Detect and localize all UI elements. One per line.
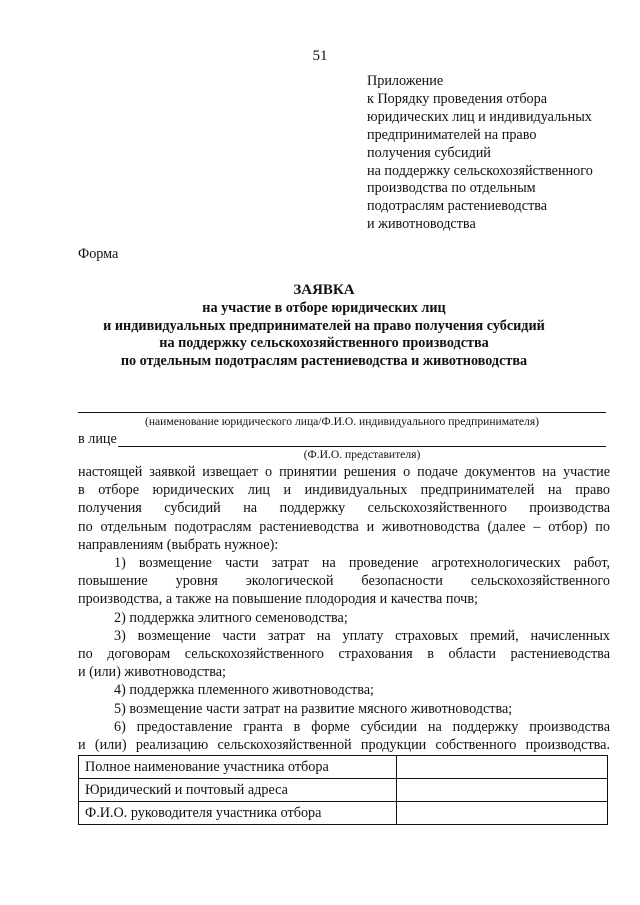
appendix-line: получения субсидий: [367, 144, 491, 161]
direction-item-2: 2) поддержка элитного семеноводства;: [114, 609, 348, 626]
direction-item-1: производства, а также на повышение плодородия и качества почв;: [78, 591, 478, 608]
direction-item-3: и (или) животноводства;: [78, 664, 226, 681]
page-number: 51: [312, 48, 328, 64]
direction-item-3: 3) возмещение части затрат на уплату страховых премий, начисленных: [114, 627, 610, 644]
intro-line: настоящей заявкой извещает о принятии решения о подаче документов на участие: [78, 464, 610, 480]
table-cell-label: Полное наименование участника отбора: [79, 756, 397, 779]
applicant-name-field[interactable]: [78, 412, 606, 413]
table-cell-value[interactable]: [397, 779, 608, 802]
intro-line: получения субсидий на поддержку сельскохозяйственного производства: [78, 500, 610, 517]
table-cell-label: Ф.И.О. руководителя участника отбора: [79, 802, 397, 825]
appendix-line: производства по отдельным: [367, 180, 536, 197]
title-line: по отдельным подотраслям растениеводства и животноводства: [120, 352, 528, 369]
table-cell-value[interactable]: [397, 756, 608, 779]
table-row: [79, 779, 608, 802]
title-line: на поддержку сельскохозяйственного производства: [159, 335, 489, 352]
form-label: Форма: [78, 246, 119, 262]
representative-prefix: в лице: [78, 431, 117, 447]
title-line: и индивидуальных предпринимателей на право получения субсидий: [103, 317, 545, 334]
intro-line: в отборе юридических лиц и индивидуальных предпринимателей на право: [78, 482, 610, 499]
title-heading: ЗАЯВКА: [293, 282, 355, 298]
direction-item-1: повышение уровня экологической безопасности сельскохозяйственного: [78, 573, 610, 590]
direction-item-6: и (или) реализацию сельскохозяйственной продукции собственного производства.: [78, 737, 610, 754]
table-cell-value[interactable]: [397, 802, 608, 825]
appendix-line: Приложение: [367, 73, 444, 89]
representative-caption: (Ф.И.О. представителя): [303, 448, 421, 461]
appendix-line: юридических лиц и индивидуальных: [367, 108, 592, 125]
appendix-block: [367, 73, 593, 234]
direction-item-6: 6) предоставление гранта в форме субсидии на поддержку производства: [114, 718, 610, 735]
appendix-line: подотраслям растениеводства: [367, 198, 548, 215]
representative-name-field[interactable]: [118, 446, 606, 447]
direction-item-3: по договорам сельскохозяйственного страхования в области растениеводства: [78, 646, 610, 663]
applicant-caption: (наименование юридического лица/Ф.И.О. индивидуального предпринимателя): [144, 415, 540, 428]
intro-line: направлениям (выбрать нужное):: [78, 536, 279, 553]
title-line: на участие в отборе юридических лиц: [202, 300, 446, 316]
application-body: [78, 463, 610, 754]
appendix-line: и животноводства: [367, 216, 476, 233]
appendix-line: на поддержку сельскохозяйственного: [367, 162, 593, 179]
appendix-line: предпринимателей на право: [367, 126, 537, 143]
document-title: [78, 280, 570, 370]
table-cell-label: Юридический и почтовый адреса: [79, 779, 397, 802]
appendix-line: к Порядку проведения отбора: [367, 90, 548, 107]
direction-item-1: 1) возмещение части затрат на проведение агротехнологических работ,: [114, 555, 610, 572]
intro-line: по отдельным подотраслям растениеводства и животноводства (далее – отбор) по: [78, 518, 610, 535]
table-row: [79, 802, 608, 825]
direction-item-5: 5) возмещение части затрат на развитие мясного животноводства;: [114, 700, 513, 717]
participant-info-table: [78, 755, 608, 825]
direction-item-4: 4) поддержка племенного животноводства;: [114, 682, 374, 699]
table-row: [79, 756, 608, 779]
